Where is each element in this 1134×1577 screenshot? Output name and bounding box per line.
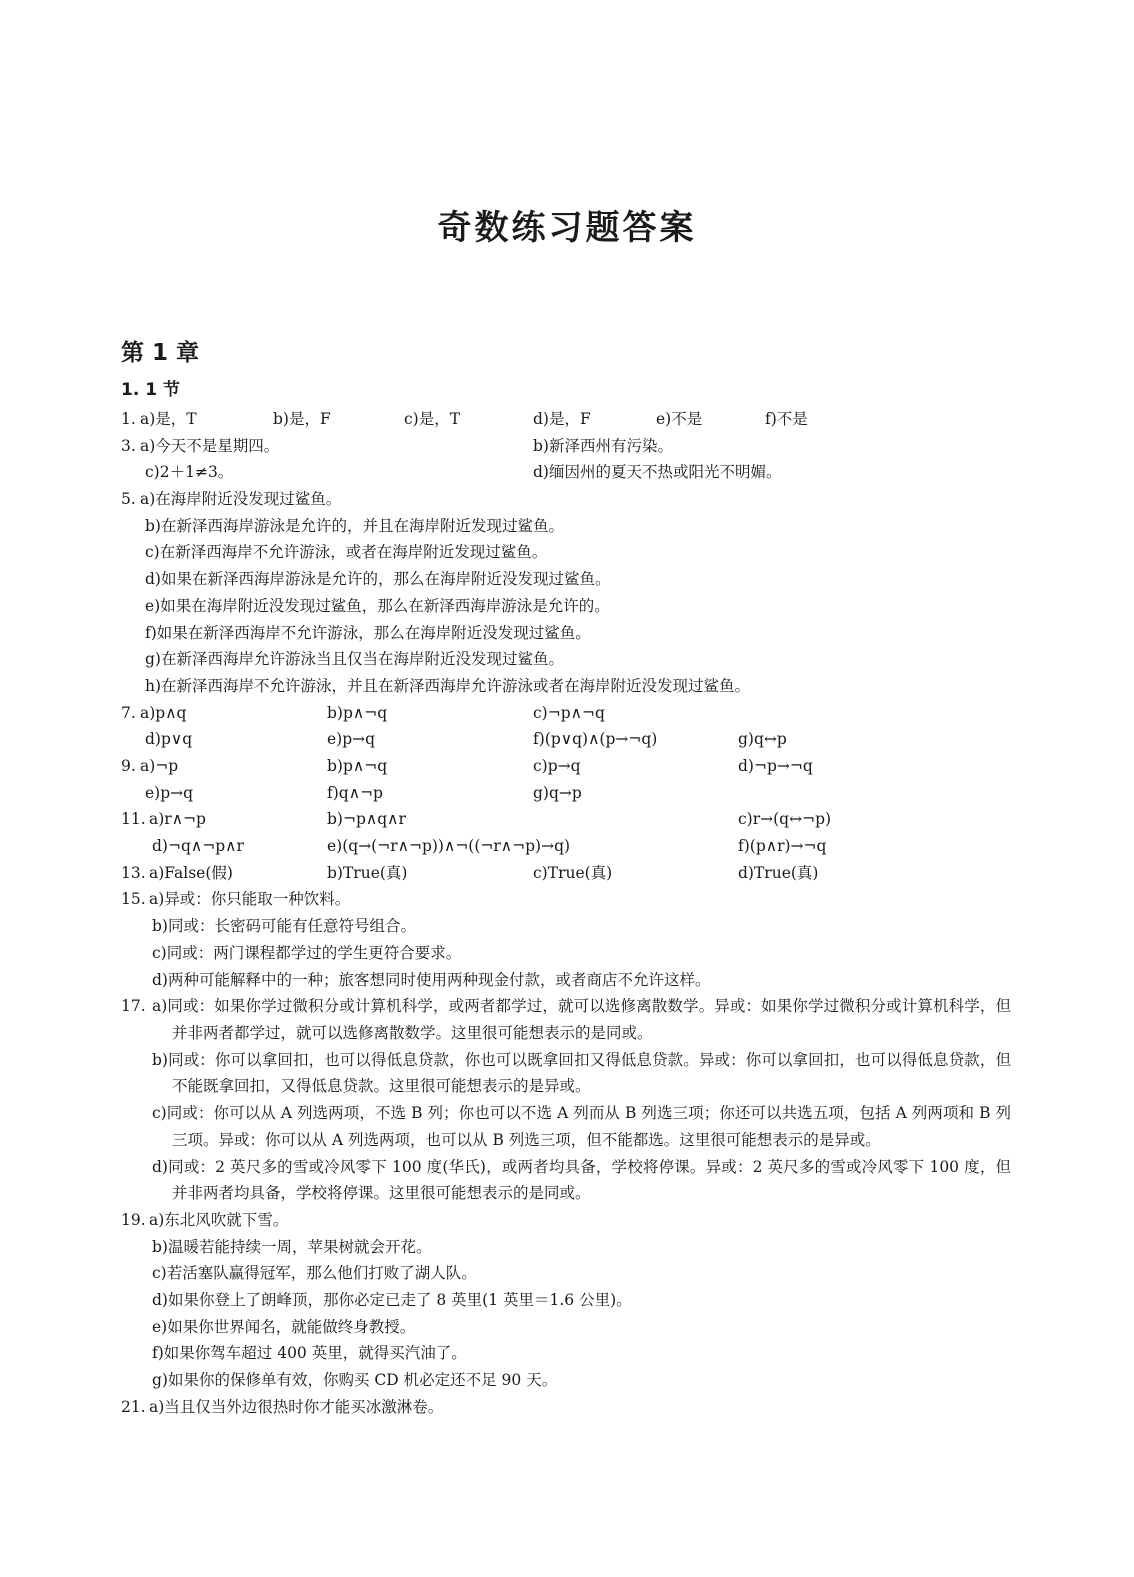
answer-d: d)是，F [533, 410, 591, 428]
answer-e: e)p→q [327, 730, 376, 749]
answer-a: a)当且仅当外边很热时你才能买冰激淋卷。 [149, 1397, 444, 1416]
answer-d: d)¬q∧¬p∧r [152, 837, 244, 856]
exercise-number: 17. [121, 997, 146, 1016]
answer-e: e)如果你世界闻名，就能做终身教授。 [152, 1317, 416, 1336]
exercise-number: 11. [121, 810, 146, 829]
answer-e: e)p→q [145, 783, 194, 802]
exercise-3 [121, 433, 1011, 460]
answer-e: e)不是 [656, 410, 703, 428]
exercise-9-cont [121, 780, 1011, 807]
answer-f: f)(p∨q)∧(p→¬q) [533, 730, 658, 749]
answer-e: e)(q→(¬r∧¬p))∧¬((¬r∧¬p)→q) [327, 837, 571, 856]
exercise-15 [121, 886, 1011, 913]
exercise-9 [121, 753, 1011, 780]
answer-b: b)在新泽西海岸游泳是允许的，并且在海岸附近发现过鲨鱼。 [145, 516, 564, 535]
answer-a: a)r∧¬p [149, 810, 206, 829]
chapter-heading: 第 1 章 [121, 340, 200, 366]
answer-e: e)如果在海岸附近没发现过鲨鱼，那么在新泽西海岸游泳是允许的。 [145, 596, 610, 615]
answer-b: b)温暖若能持续一周，苹果树就会开花。 [152, 1237, 432, 1256]
answer-a: a)¬p [140, 757, 179, 776]
answer-g: g)q↔p [738, 730, 787, 749]
exercise-number: 1. [121, 410, 136, 428]
exercise-1 [121, 406, 1011, 433]
answer-a: a)在海岸附近没发现过鲨鱼。 [140, 490, 342, 509]
answer-c: c)同或：两门课程都学过的学生更符合要求。 [152, 943, 462, 962]
answer-f: f)不是 [765, 410, 808, 428]
answer-b: b)新泽西州有污染。 [533, 436, 673, 455]
exercise-11 [121, 806, 1011, 833]
answer-c: c)同或：你可以从 A 列选两项，不选 B 列；你也可以不选 A 列而从 B 列选三项；你还可以共选五项，包括 A 列两项和 B 列三项。异或：你可以从 A 列选两项，也可以从 B 列选三项，但不能都选。这里很可能想表示的是异或。 [152, 1104, 1011, 1149]
answer-a: a)异或：你只能取一种饮料。 [149, 890, 351, 909]
answer-d: d)True(真) [738, 863, 819, 882]
answer-b: b)p∧¬q [327, 757, 388, 776]
answers-body [121, 406, 1011, 1421]
exercise-21 [121, 1394, 1011, 1421]
page-title: 奇数练习题答案 [437, 208, 697, 248]
answer-c: c)p→q [533, 757, 581, 776]
exercise-17-c [121, 1100, 1011, 1153]
exercise-7-cont [121, 726, 1011, 753]
exercise-number: 21. [121, 1397, 146, 1416]
answer-d: d)¬p→¬q [738, 757, 813, 776]
answer-c: c)若活塞队赢得冠军，那么他们打败了湖人队。 [152, 1264, 477, 1283]
answer-c: c)r→(q↔¬p) [738, 810, 832, 829]
answer-h: h)在新泽西海岸不允许游泳，并且在新泽西海岸允许游泳或者在海岸附近没发现过鲨鱼。 [145, 676, 751, 695]
exercise-17-d [121, 1154, 1011, 1207]
exercise-number: 5. [121, 490, 136, 509]
answer-f: f)如果你驾车超过 400 英里，就得买汽油了。 [152, 1344, 467, 1363]
exercise-11-cont [121, 833, 1011, 860]
exercise-number: 13. [121, 863, 146, 882]
answer-d: d)如果在新泽西海岸游泳是允许的，那么在海岸附近没发现过鲨鱼。 [145, 570, 611, 589]
answer-d: d)同或：2 英尺多的雪或冷风零下 100 度(华氏)，或两者均具备，学校将停课。异或：2 英尺多的雪或冷风零下 100 度，但并非两者均具备，学校将停课。这里很可能想表示的是同或。 [152, 1157, 1011, 1203]
answer-b: b)同或：长密码可能有任意符号组合。 [152, 917, 416, 936]
answer-g: g)如果你的保修单有效，你购买 CD 机必定还不足 90 天。 [152, 1371, 558, 1390]
answer-c: c)¬p∧¬q [533, 703, 605, 722]
answer-a: a)今天不是星期四。 [140, 436, 280, 455]
exercise-19 [121, 1207, 1011, 1234]
answer-c: c)2＋1≠3。 [145, 463, 234, 482]
answer-a: a)是，T [140, 410, 197, 428]
answer-a: a)p∧q [140, 703, 187, 722]
answer-b: b)同或：你可以拿回扣，也可以得低息贷款，你也可以既拿回扣又得低息贷款。异或：你可以拿回扣，也可以得低息贷款，但不能既拿回扣，又得低息贷款。这里很可能想表示的是异或。 [152, 1050, 1011, 1096]
exercise-17-a [121, 993, 1011, 1046]
answer-b: b)True(真) [327, 863, 408, 882]
answer-b: b)p∧¬q [327, 703, 388, 722]
answer-d: d)两种可能解释中的一种；旅客想同时使用两种现金付款，或者商店不允许这样。 [152, 970, 711, 989]
answer-a: a)False(假) [149, 863, 233, 882]
exercise-number: 19. [121, 1210, 146, 1229]
answer-b: b)是，F [273, 410, 331, 428]
answer-g: g)在新泽西海岸允许游泳当且仅当在海岸附近没发现过鲨鱼。 [145, 650, 564, 669]
exercise-17-b [121, 1047, 1011, 1100]
section-heading: 1. 1 节 [121, 380, 180, 400]
answer-g: g)q→p [533, 783, 582, 802]
exercise-13 [121, 860, 1011, 887]
exercise-number: 3. [121, 436, 136, 455]
exercise-number: 15. [121, 890, 146, 909]
answer-a: a)同或：如果你学过微积分或计算机科学，或两者都学过，就可以选修离散数学。异或：如果你学过微积分或计算机科学，但并非两者都学过，就可以选修离散数学。这里很可能想表示的是同或。 [152, 997, 1011, 1042]
answer-d: d)如果你登上了朗峰顶，那你必定已走了 8 英里(1 英里＝1.6 公里)。 [152, 1291, 632, 1309]
answer-c: c)是，T [404, 410, 461, 428]
answer-f: f)(p∧r)→¬q [738, 837, 827, 856]
answer-c: c)在新泽西海岸不允许游泳，或者在海岸附近发现过鲨鱼。 [145, 543, 548, 562]
answer-c: c)True(真) [533, 863, 613, 882]
answer-d: d)p∨q [145, 730, 193, 749]
exercise-5 [121, 486, 1011, 513]
exercise-number: 7. [121, 703, 136, 722]
answer-a: a)东北风吹就下雪。 [149, 1210, 289, 1229]
answer-f: f)如果在新泽西海岸不允许游泳，那么在海岸附近没发现过鲨鱼。 [145, 623, 591, 642]
exercise-3-cont [121, 459, 1011, 486]
answer-f: f)q∧¬p [327, 783, 383, 802]
exercise-number: 9. [121, 757, 136, 776]
exercise-7 [121, 700, 1011, 727]
answer-b: b)¬p∧q∧r [327, 810, 406, 829]
answer-d: d)缅因州的夏天不热或阳光不明媚。 [533, 463, 782, 482]
